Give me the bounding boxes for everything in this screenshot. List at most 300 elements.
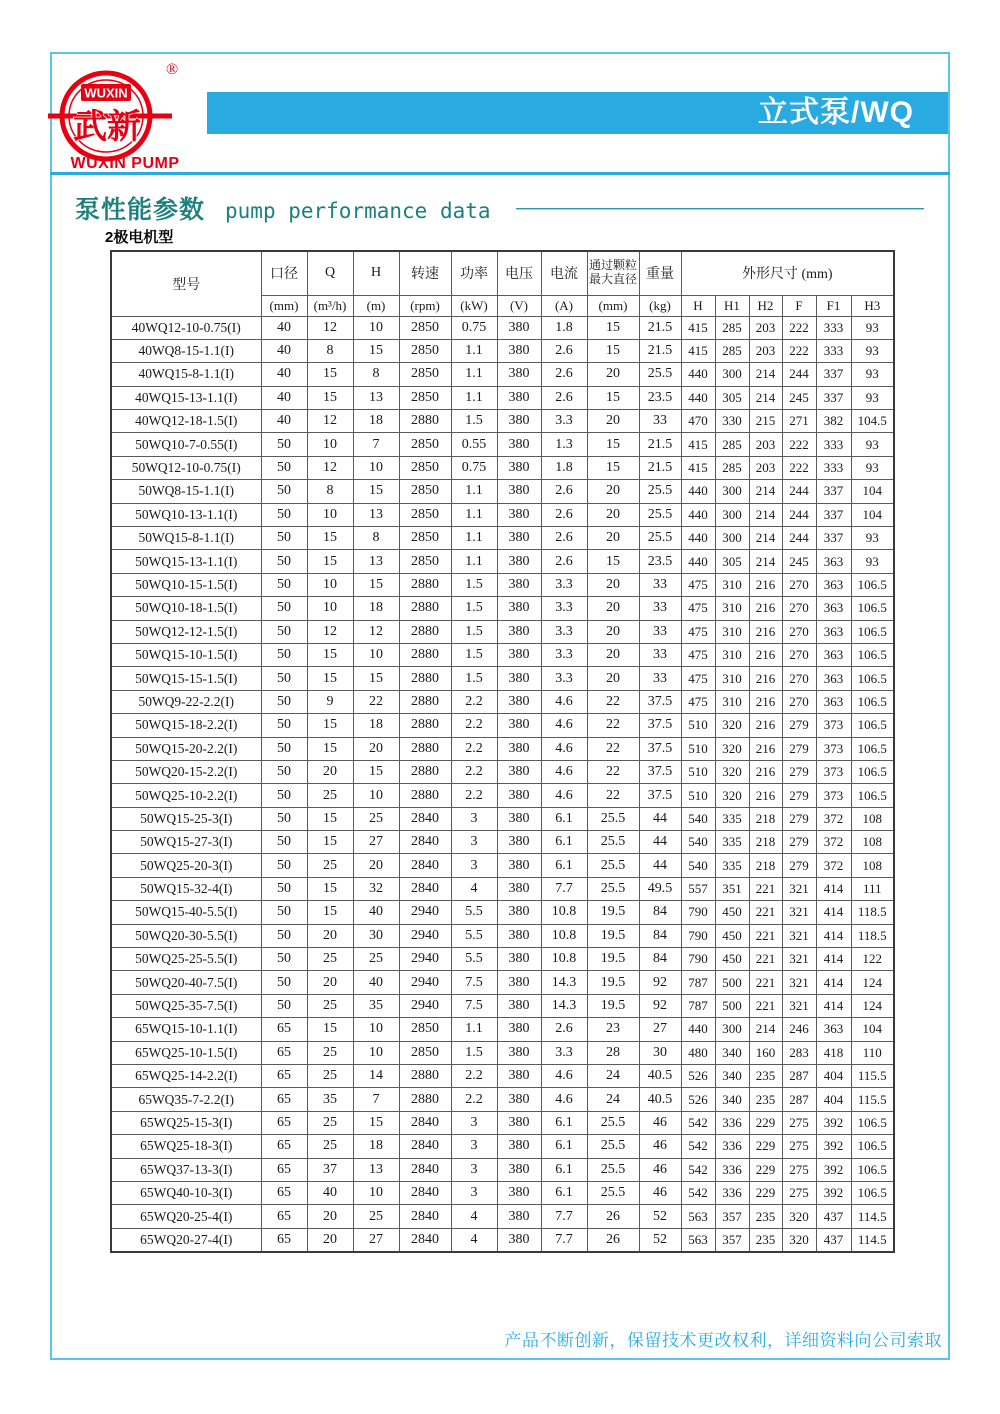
value-cell: 8 — [353, 527, 399, 550]
value-cell: 37.5 — [639, 714, 681, 737]
value-cell: 380 — [497, 1158, 541, 1181]
value-cell: 279 — [782, 831, 816, 854]
value-cell: 15 — [353, 667, 399, 690]
value-cell: 279 — [782, 760, 816, 783]
value-cell: 10 — [353, 1041, 399, 1064]
value-cell: 93 — [851, 527, 894, 550]
value-cell: 3 — [451, 854, 497, 877]
model-cell: 50WQ15-27-3(I) — [111, 831, 261, 854]
value-cell: 2850 — [399, 363, 451, 386]
value-cell: 203 — [749, 339, 782, 362]
value-cell: 40 — [261, 363, 307, 386]
value-cell: 380 — [497, 784, 541, 807]
value-cell: 335 — [715, 807, 749, 830]
value-cell: 44 — [639, 854, 681, 877]
value-cell: 25.5 — [587, 1181, 639, 1204]
value-cell: 216 — [749, 760, 782, 783]
value-cell: 285 — [715, 456, 749, 479]
value-cell: 22 — [587, 714, 639, 737]
value-cell: 310 — [715, 643, 749, 666]
value-cell: 106.5 — [851, 620, 894, 643]
value-cell: 22 — [587, 737, 639, 760]
value-cell: 2880 — [399, 690, 451, 713]
value-cell: 382 — [816, 410, 851, 433]
value-cell: 340 — [715, 1065, 749, 1088]
value-cell: 414 — [816, 971, 851, 994]
value-cell: 106.5 — [851, 643, 894, 666]
value-cell: 542 — [681, 1158, 715, 1181]
section-title-cn: 泵性能参数 — [75, 196, 206, 224]
value-cell: 415 — [681, 316, 715, 339]
value-cell: 380 — [497, 971, 541, 994]
value-cell: 0.55 — [451, 433, 497, 456]
value-cell: 279 — [782, 714, 816, 737]
value-cell: 15 — [307, 363, 353, 386]
table-row — [111, 714, 894, 737]
value-cell: 35 — [307, 1088, 353, 1111]
value-cell: 25 — [307, 1135, 353, 1158]
value-cell: 13 — [353, 386, 399, 409]
motor-type-subtitle: 2极电机型 — [105, 229, 174, 246]
value-cell: 0.75 — [451, 316, 497, 339]
value-cell: 33 — [639, 643, 681, 666]
value-cell: 310 — [715, 690, 749, 713]
value-cell: 44 — [639, 831, 681, 854]
table-row — [111, 971, 894, 994]
value-cell: 2840 — [399, 1135, 451, 1158]
col-header-max-particle: 通过颗粒最大直径 — [587, 251, 639, 295]
value-cell: 25 — [353, 1205, 399, 1228]
value-cell: 2850 — [399, 480, 451, 503]
value-cell: 10 — [353, 784, 399, 807]
table-row — [111, 1181, 894, 1204]
value-cell: 18 — [353, 714, 399, 737]
value-cell: 20 — [587, 527, 639, 550]
value-cell: 22 — [587, 690, 639, 713]
dim-col-f: F — [782, 295, 816, 316]
dim-col-h3: H3 — [851, 295, 894, 316]
value-cell: 336 — [715, 1158, 749, 1181]
value-cell: 2850 — [399, 386, 451, 409]
value-cell: 15 — [307, 807, 353, 830]
value-cell: 10.8 — [541, 901, 587, 924]
value-cell: 13 — [353, 550, 399, 573]
value-cell: 25.5 — [587, 1111, 639, 1134]
value-cell: 4.6 — [541, 760, 587, 783]
model-cell: 40WQ12-18-1.5(I) — [111, 410, 261, 433]
value-cell: 2.6 — [541, 480, 587, 503]
value-cell: 65 — [261, 1018, 307, 1041]
model-cell: 40WQ12-10-0.75(I) — [111, 316, 261, 339]
value-cell: 2880 — [399, 784, 451, 807]
value-cell: 335 — [715, 831, 749, 854]
value-cell: 216 — [749, 784, 782, 807]
value-cell: 84 — [639, 924, 681, 947]
value-cell: 15 — [307, 714, 353, 737]
value-cell: 214 — [749, 550, 782, 573]
value-cell: 222 — [782, 339, 816, 362]
value-cell: 104 — [851, 503, 894, 526]
value-cell: 65 — [261, 1135, 307, 1158]
value-cell: 216 — [749, 690, 782, 713]
table-row — [111, 410, 894, 433]
value-cell: 93 — [851, 386, 894, 409]
value-cell: 25.5 — [587, 1158, 639, 1181]
value-cell: 18 — [353, 597, 399, 620]
value-cell: 440 — [681, 550, 715, 573]
value-cell: 24 — [587, 1065, 639, 1088]
value-cell: 2.2 — [451, 737, 497, 760]
table-row — [111, 503, 894, 526]
value-cell: 380 — [497, 386, 541, 409]
value-cell: 3 — [451, 1135, 497, 1158]
value-cell: 20 — [307, 1228, 353, 1251]
model-cell: 65WQ20-27-4(I) — [111, 1228, 261, 1251]
value-cell: 221 — [749, 971, 782, 994]
value-cell: 106.5 — [851, 1111, 894, 1134]
value-cell: 20 — [587, 363, 639, 386]
value-cell: 437 — [816, 1228, 851, 1251]
header-divider — [50, 172, 950, 175]
value-cell: 2.6 — [541, 339, 587, 362]
value-cell: 50 — [261, 948, 307, 971]
value-cell: 106.5 — [851, 597, 894, 620]
model-cell: 50WQ20-40-7.5(I) — [111, 971, 261, 994]
value-cell: 0.75 — [451, 456, 497, 479]
value-cell: 50 — [261, 760, 307, 783]
value-cell: 4.6 — [541, 784, 587, 807]
unit-diameter: (mm) — [261, 295, 307, 316]
unit-current: (A) — [541, 295, 587, 316]
value-cell: 25 — [307, 1041, 353, 1064]
value-cell: 305 — [715, 386, 749, 409]
value-cell: 440 — [681, 480, 715, 503]
value-cell: 10 — [307, 597, 353, 620]
value-cell: 50 — [261, 643, 307, 666]
value-cell: 475 — [681, 597, 715, 620]
value-cell: 271 — [782, 410, 816, 433]
value-cell: 270 — [782, 690, 816, 713]
unit-speed: (rpm) — [399, 295, 451, 316]
value-cell: 283 — [782, 1041, 816, 1064]
value-cell: 336 — [715, 1135, 749, 1158]
value-cell: 440 — [681, 363, 715, 386]
value-cell: 787 — [681, 994, 715, 1017]
value-cell: 216 — [749, 620, 782, 643]
table-row — [111, 550, 894, 573]
value-cell: 50 — [261, 714, 307, 737]
value-cell: 1.5 — [451, 620, 497, 643]
value-cell: 380 — [497, 527, 541, 550]
value-cell: 20 — [307, 971, 353, 994]
value-cell: 1.1 — [451, 339, 497, 362]
value-cell: 50 — [261, 737, 307, 760]
value-cell: 380 — [497, 831, 541, 854]
value-cell: 287 — [782, 1088, 816, 1111]
model-cell: 50WQ20-30-5.5(I) — [111, 924, 261, 947]
value-cell: 500 — [715, 971, 749, 994]
value-cell: 285 — [715, 316, 749, 339]
value-cell: 50 — [261, 456, 307, 479]
value-cell: 363 — [816, 690, 851, 713]
value-cell: 337 — [816, 527, 851, 550]
value-cell: 22 — [353, 690, 399, 713]
value-cell: 25.5 — [587, 831, 639, 854]
value-cell: 65 — [261, 1158, 307, 1181]
value-cell: 450 — [715, 948, 749, 971]
value-cell: 14.3 — [541, 994, 587, 1017]
value-cell: 540 — [681, 807, 715, 830]
value-cell: 15 — [353, 339, 399, 362]
value-cell: 336 — [715, 1181, 749, 1204]
model-cell: 65WQ25-10-1.5(I) — [111, 1041, 261, 1064]
value-cell: 2880 — [399, 1065, 451, 1088]
model-cell: 50WQ9-22-2.2(I) — [111, 690, 261, 713]
value-cell: 320 — [715, 784, 749, 807]
value-cell: 300 — [715, 527, 749, 550]
value-cell: 25 — [353, 807, 399, 830]
value-cell: 104 — [851, 1018, 894, 1041]
value-cell: 787 — [681, 971, 715, 994]
value-cell: 380 — [497, 877, 541, 900]
value-cell: 287 — [782, 1065, 816, 1088]
svg-text:WUXIN: WUXIN — [84, 85, 128, 101]
value-cell: 333 — [816, 456, 851, 479]
value-cell: 320 — [782, 1228, 816, 1251]
value-cell: 415 — [681, 456, 715, 479]
value-cell: 6.1 — [541, 1158, 587, 1181]
value-cell: 50 — [261, 597, 307, 620]
value-cell: 20 — [587, 643, 639, 666]
value-cell: 380 — [497, 1018, 541, 1041]
value-cell: 380 — [497, 690, 541, 713]
table-row — [111, 877, 894, 900]
col-header-current: 电流 — [541, 251, 587, 295]
value-cell: 2.2 — [451, 1065, 497, 1088]
value-cell: 221 — [749, 948, 782, 971]
value-cell: 93 — [851, 433, 894, 456]
value-cell: 1.5 — [451, 410, 497, 433]
value-cell: 333 — [816, 316, 851, 339]
value-cell: 310 — [715, 573, 749, 596]
value-cell: 380 — [497, 316, 541, 339]
value-cell: 40.5 — [639, 1088, 681, 1111]
value-cell: 122 — [851, 948, 894, 971]
value-cell: 2.6 — [541, 1018, 587, 1041]
value-cell: 15 — [587, 456, 639, 479]
value-cell: 2880 — [399, 714, 451, 737]
value-cell: 2850 — [399, 339, 451, 362]
value-cell: 50 — [261, 924, 307, 947]
col-header-dimensions-group: 外形尺寸 (mm) — [681, 251, 894, 295]
value-cell: 2840 — [399, 1181, 451, 1204]
value-cell: 475 — [681, 667, 715, 690]
value-cell: 20 — [353, 854, 399, 877]
value-cell: 214 — [749, 363, 782, 386]
value-cell: 300 — [715, 503, 749, 526]
value-cell: 19.5 — [587, 971, 639, 994]
value-cell: 2840 — [399, 807, 451, 830]
value-cell: 563 — [681, 1228, 715, 1251]
value-cell: 279 — [782, 737, 816, 760]
value-cell: 118.5 — [851, 901, 894, 924]
value-cell: 270 — [782, 643, 816, 666]
table-row — [111, 527, 894, 550]
value-cell: 363 — [816, 1018, 851, 1041]
value-cell: 285 — [715, 339, 749, 362]
value-cell: 392 — [816, 1135, 851, 1158]
value-cell: 2940 — [399, 924, 451, 947]
value-cell: 270 — [782, 667, 816, 690]
value-cell: 10 — [353, 456, 399, 479]
value-cell: 104 — [851, 480, 894, 503]
value-cell: 1.8 — [541, 456, 587, 479]
value-cell: 542 — [681, 1111, 715, 1134]
value-cell: 300 — [715, 1018, 749, 1041]
value-cell: 275 — [782, 1158, 816, 1181]
value-cell: 106.5 — [851, 1135, 894, 1158]
value-cell: 363 — [816, 643, 851, 666]
value-cell: 65 — [261, 1181, 307, 1204]
value-cell: 229 — [749, 1135, 782, 1158]
model-cell: 50WQ15-8-1.1(I) — [111, 527, 261, 550]
value-cell: 52 — [639, 1205, 681, 1228]
value-cell: 392 — [816, 1111, 851, 1134]
value-cell: 50 — [261, 527, 307, 550]
table-row — [111, 1158, 894, 1181]
value-cell: 37.5 — [639, 690, 681, 713]
value-cell: 106.5 — [851, 760, 894, 783]
value-cell: 20 — [587, 410, 639, 433]
value-cell: 19.5 — [587, 924, 639, 947]
value-cell: 50 — [261, 433, 307, 456]
value-cell: 6.1 — [541, 854, 587, 877]
value-cell: 6.1 — [541, 1111, 587, 1134]
value-cell: 2880 — [399, 573, 451, 596]
value-cell: 2840 — [399, 854, 451, 877]
value-cell: 12 — [307, 620, 353, 643]
value-cell: 305 — [715, 550, 749, 573]
value-cell: 2850 — [399, 433, 451, 456]
value-cell: 23 — [587, 1018, 639, 1041]
value-cell: 15 — [587, 550, 639, 573]
value-cell: 3 — [451, 831, 497, 854]
value-cell: 380 — [497, 807, 541, 830]
value-cell: 320 — [715, 760, 749, 783]
value-cell: 270 — [782, 597, 816, 620]
value-cell: 2880 — [399, 667, 451, 690]
value-cell: 218 — [749, 854, 782, 877]
value-cell: 108 — [851, 854, 894, 877]
value-cell: 380 — [497, 573, 541, 596]
value-cell: 2880 — [399, 597, 451, 620]
value-cell: 216 — [749, 573, 782, 596]
value-cell: 320 — [782, 1205, 816, 1228]
value-cell: 270 — [782, 573, 816, 596]
value-cell: 7 — [353, 1088, 399, 1111]
value-cell: 25.5 — [639, 527, 681, 550]
value-cell: 510 — [681, 784, 715, 807]
value-cell: 563 — [681, 1205, 715, 1228]
value-cell: 106.5 — [851, 690, 894, 713]
value-cell: 337 — [816, 386, 851, 409]
value-cell: 1.1 — [451, 527, 497, 550]
value-cell: 160 — [749, 1041, 782, 1064]
value-cell: 540 — [681, 831, 715, 854]
value-cell: 3.3 — [541, 1041, 587, 1064]
value-cell: 270 — [782, 620, 816, 643]
value-cell: 337 — [816, 480, 851, 503]
value-cell: 18 — [353, 410, 399, 433]
value-cell: 15 — [587, 339, 639, 362]
value-cell: 275 — [782, 1181, 816, 1204]
col-header-weight: 重量 — [639, 251, 681, 295]
model-cell: 50WQ15-15-1.5(I) — [111, 667, 261, 690]
value-cell: 214 — [749, 503, 782, 526]
value-cell: 2.2 — [451, 784, 497, 807]
value-cell: 15 — [587, 433, 639, 456]
value-cell: 118.5 — [851, 924, 894, 947]
value-cell: 450 — [715, 901, 749, 924]
value-cell: 790 — [681, 924, 715, 947]
value-cell: 3 — [451, 1181, 497, 1204]
value-cell: 50 — [261, 480, 307, 503]
value-cell: 790 — [681, 901, 715, 924]
table-row — [111, 620, 894, 643]
value-cell: 475 — [681, 573, 715, 596]
table-row — [111, 386, 894, 409]
value-cell: 2840 — [399, 1158, 451, 1181]
value-cell: 23.5 — [639, 550, 681, 573]
value-cell: 19.5 — [587, 948, 639, 971]
value-cell: 216 — [749, 714, 782, 737]
value-cell: 2850 — [399, 1041, 451, 1064]
value-cell: 203 — [749, 456, 782, 479]
value-cell: 221 — [749, 877, 782, 900]
value-cell: 15 — [307, 386, 353, 409]
model-cell: 50WQ10-13-1.1(I) — [111, 503, 261, 526]
value-cell: 340 — [715, 1088, 749, 1111]
value-cell: 10 — [353, 1018, 399, 1041]
value-cell: 380 — [497, 1205, 541, 1228]
value-cell: 124 — [851, 971, 894, 994]
table-row — [111, 480, 894, 503]
value-cell: 2.6 — [541, 527, 587, 550]
value-cell: 357 — [715, 1205, 749, 1228]
value-cell: 52 — [639, 1228, 681, 1251]
value-cell: 20 — [307, 1205, 353, 1228]
value-cell: 380 — [497, 714, 541, 737]
title-rule-line — [516, 208, 924, 210]
unit-q: (m³/h) — [307, 295, 353, 316]
value-cell: 46 — [639, 1181, 681, 1204]
value-cell: 320 — [715, 737, 749, 760]
table-row — [111, 1111, 894, 1134]
value-cell: 310 — [715, 597, 749, 620]
value-cell: 351 — [715, 877, 749, 900]
value-cell: 5.5 — [451, 901, 497, 924]
model-cell: 40WQ15-8-1.1(I) — [111, 363, 261, 386]
table-row — [111, 1205, 894, 1228]
unit-weight: (kg) — [639, 295, 681, 316]
value-cell: 12 — [307, 316, 353, 339]
model-cell: 50WQ15-10-1.5(I) — [111, 643, 261, 666]
value-cell: 6.1 — [541, 807, 587, 830]
value-cell: 4 — [451, 1228, 497, 1251]
value-cell: 50 — [261, 503, 307, 526]
dim-col-f1: F1 — [816, 295, 851, 316]
series-banner: 立式泵/WQ — [207, 92, 948, 134]
